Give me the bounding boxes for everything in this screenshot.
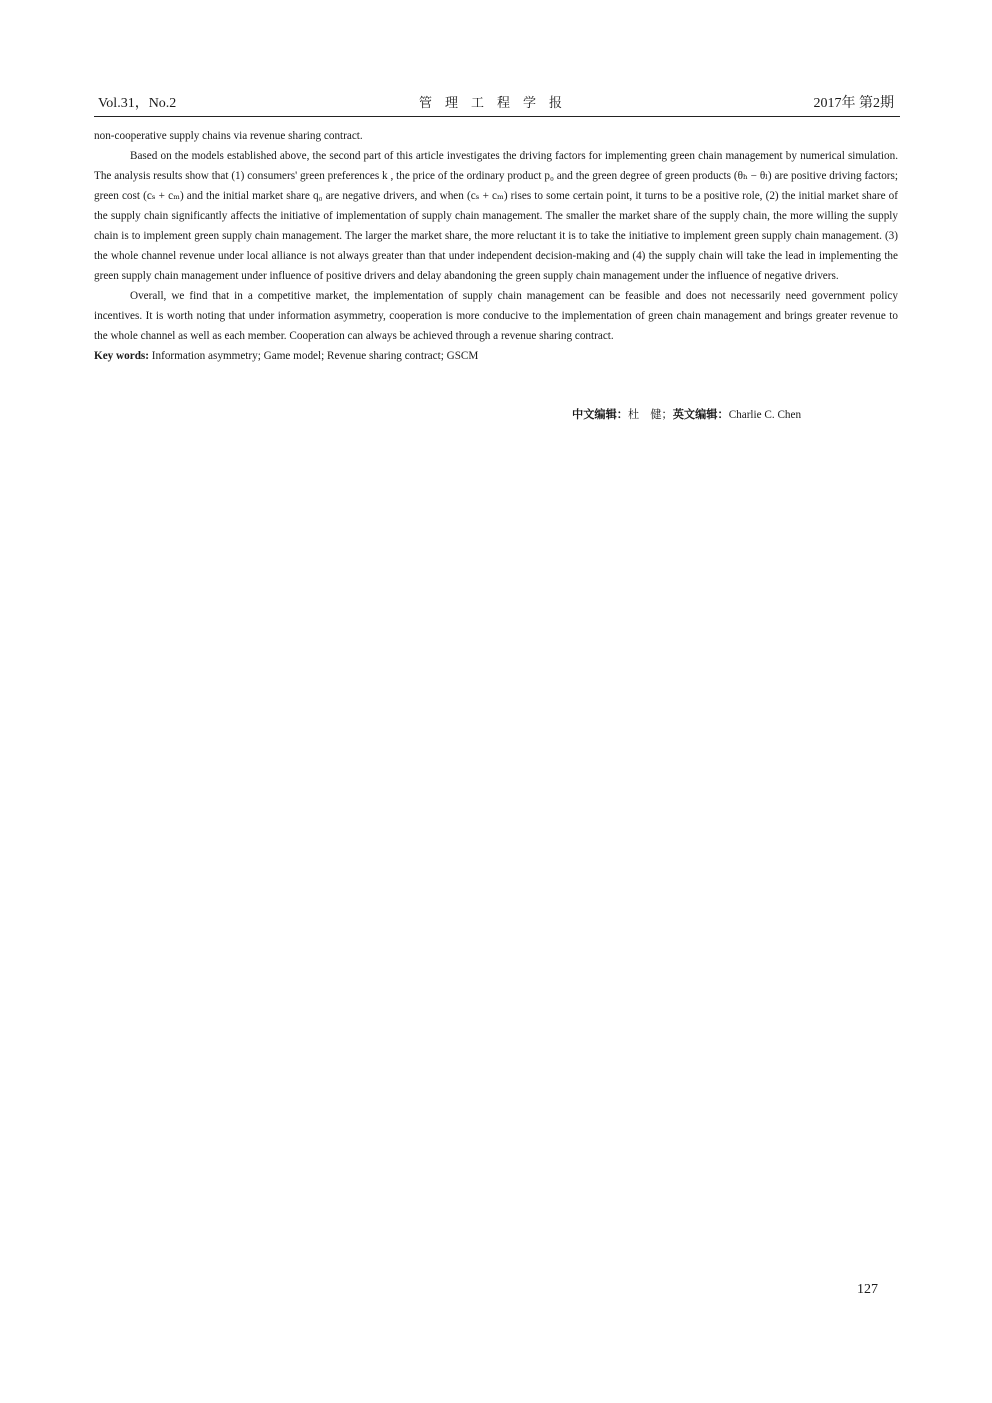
page-number: 127 (857, 1282, 878, 1297)
abstract-body (94, 126, 898, 366)
keywords-text: Information asymmetry; Game model; Revenue sharing contract; GSCM (149, 350, 479, 362)
keywords-label: Key words: (94, 350, 149, 362)
en-editor-name: Charlie C. Chen (728, 409, 802, 421)
en-editor-label: 英文编辑： (672, 409, 729, 421)
paragraph-overall: Overall, we find that in a competitive market, the implementation of supply chain management can be feasible and does not necessarily need government policy incentives. It is worth noting that under information asymmetry, cooperation is more conducive to the implementation of green chain management and brings greater revenue to the whole channel as well as each member. Cooperation can always be achieved through a revenue sharing contract. (94, 290, 898, 342)
paragraph-findings: Based on the models established above, the second part of this article investigates the driving factors for implementing green chain management by numerical simulation. The analysis results show that (1) consumers' green preferences k , the price of the ordinary product p₀ and the green degree of green products (θₕ − θₗ) are positive driving factors; green cost (cₛ + cₘ) and the initial market share q₀ are negative drivers, and when (cₛ + cₘ) rises to some certain point, it turns to be a positive role, (2) the initial market share of the supply chain significantly affects the initiative of implementation of supply chain management. The smaller the market share of the supply chain, the more willing the supply chain is to implement green supply chain management. The larger the market share, the more reluctant it is to take the initiative to implement green supply chain management. (3) the whole channel revenue under local alliance is not always greater than that under independent decision-making and (4) the supply chain will take the lead in implementing the green supply chain management under influence of positive drivers and delay abandoning the green supply chain management under the influence of negative drivers. (94, 150, 898, 282)
journal-title: 管理工程学报 (418, 95, 575, 110)
running-header (94, 88, 900, 117)
cn-editor-name: 杜 健 (627, 409, 662, 421)
editor-credits (572, 406, 801, 422)
editor-separator: ； (661, 409, 673, 421)
paragraph-continuation: non-cooperative supply chains via revenue sharing contract. (94, 130, 363, 142)
keywords-line (94, 346, 898, 366)
cn-editor-label: 中文编辑： (572, 409, 628, 421)
issue-number: 2017年 第2期 (813, 96, 894, 111)
volume-number: Vol.31，No.2 (98, 96, 177, 111)
